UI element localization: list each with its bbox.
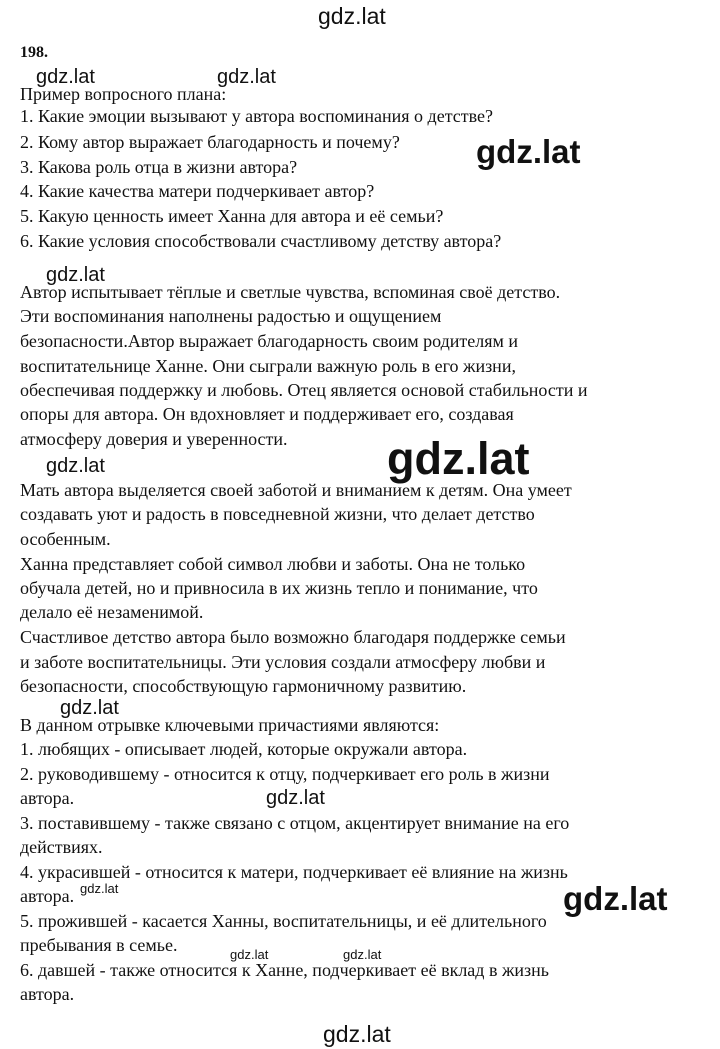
answer-line: атмосферу доверия и уверенности. (20, 429, 288, 449)
watermark: gdz.lat (46, 455, 105, 477)
answer-line: особенным. (20, 529, 111, 549)
watermark: gdz.lat (266, 787, 325, 809)
plan-item: 1. Какие эмоции вызывают у автора воспоминания о детстве? (20, 106, 494, 126)
answer-line: Ханна представляет собой символ любви и заботы. Она не только (20, 554, 526, 574)
participle-line: 1. любящих - описывает людей, которые окружали автора. (20, 739, 468, 759)
watermark: gdz.lat (60, 697, 119, 719)
answer-line: делало её незаменимой. (20, 602, 204, 622)
answer-line: и заботе воспитательницы. Эти условия создали атмосферу любви и (20, 652, 546, 672)
watermark: gdz.lat (476, 133, 581, 170)
participle-line: 6. давшей - также относится к Ханне, подчеркивает её вклад в жизнь (20, 960, 549, 980)
answer-line: Эти воспоминания наполнены радостью и ощущением (20, 306, 442, 326)
answer-line: безопасности, способствующую гармоничному развитию. (20, 676, 467, 696)
plan-heading: Пример вопросного плана: (20, 84, 227, 104)
watermark: gdz.lat (46, 264, 105, 286)
participle-line: автора. (20, 788, 75, 808)
watermark: gdz.lat (217, 66, 276, 88)
watermark: gdz.lat (563, 880, 668, 917)
watermark: gdz.lat (230, 947, 269, 962)
watermark: gdz.lat (80, 881, 119, 896)
participle-line: пребывания в семье. (20, 935, 178, 955)
answer-line: обучала детей, но и привносила в их жизнь тепло и понимание, что (20, 578, 538, 598)
answer-line: обеспечивая поддержку и любовь. Отец является основой стабильности и (20, 380, 588, 400)
participle-line: 4. украсившей - относится к матери, подчеркивает её влияние на жизнь (20, 862, 568, 882)
plan-item: 6. Какие условия способствовали счастливому детству автора? (20, 231, 502, 251)
participle-line: 3. поставившему - также связано с отцом, акцентирует внимание на его (20, 813, 570, 833)
answer-line: безопасности.Автор выражает благодарность своим родителям и (20, 331, 519, 351)
watermark: gdz.lat (323, 1021, 391, 1047)
answer-line: воспитательнице Ханне. Они сыграли важную роль в его жизни, (20, 356, 516, 376)
participles-heading: В данном отрывке ключевыми причастиями являются: (20, 715, 440, 735)
answer-line: Мать автора выделяется своей заботой и вниманием к детям. Она умеет (20, 480, 572, 500)
answer-line: Автор испытывает тёплые и светлые чувства, вспоминая своё детство. (20, 282, 561, 302)
participle-line: 2. руководившему - относится к отцу, подчеркивает его роль в жизни (20, 764, 550, 784)
watermark: gdz.lat (387, 433, 530, 484)
plan-item: 4. Какие качества матери подчеркивает автор? (20, 181, 375, 201)
participle-line: автора. (20, 886, 75, 906)
watermark: gdz.lat (36, 66, 95, 88)
exercise-number: 198. (20, 44, 48, 61)
answer-line: Счастливое детство автора было возможно благодаря поддержке семьи (20, 627, 566, 647)
participle-line: 5. прожившей - касается Ханны, воспитательницы, и её длительного (20, 911, 547, 931)
participle-line: автора. (20, 984, 75, 1004)
plan-item: 2. Кому автор выражает благодарность и почему? (20, 132, 400, 152)
plan-item: 3. Какова роль отца в жизни автора? (20, 157, 298, 177)
plan-item: 5. Какую ценность имеет Ханна для автора и её семьи? (20, 206, 444, 226)
answer-line: опоры для автора. Он вдохновляет и поддерживает его, создавая (20, 404, 514, 424)
watermark: gdz.lat (343, 947, 382, 962)
participle-line: действиях. (20, 837, 103, 857)
watermark: gdz.lat (318, 3, 386, 29)
answer-line: создавать уют и радость в повседневной жизни, что делает детство (20, 504, 535, 524)
